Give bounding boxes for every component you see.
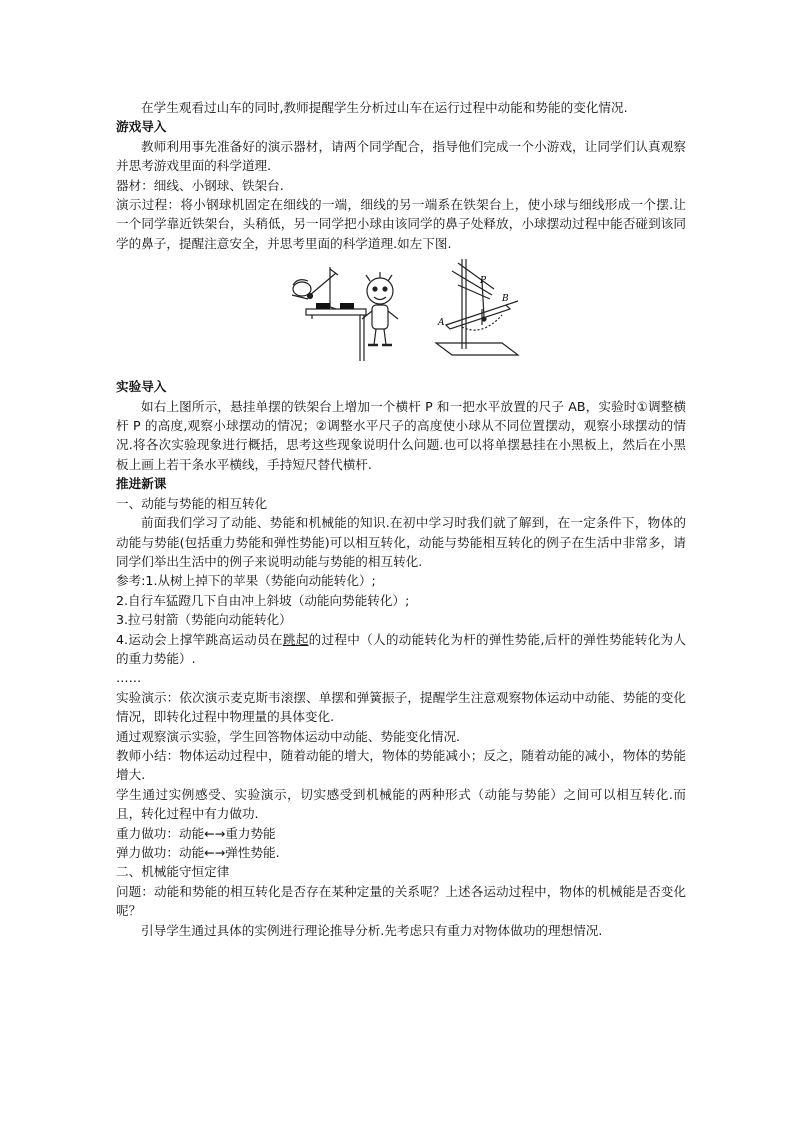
label-b: B [502,294,509,305]
students-paragraph: 学生通过实例感受、实验演示，切实感受到机械能的两种形式（动能与势能）之间可以相互转化.而且，转化过程中有力做功. [116,786,686,822]
gravity-line: 重力做功：动能←→重力势能 [116,825,276,841]
figure-illustration [116,255,686,371]
summary-paragraph: 教师小结：物体运动过程中，随着动能的增大，物体的势能减小；反之，随着动能的减小，物体的势能增大. [116,747,686,783]
reference-4 [116,630,686,669]
cartoon-child-illustration [356,255,406,367]
reference-1: 参考:1.从树上掉下的苹果（势能向动能转化）; [116,573,376,589]
observe-paragraph: 通过观察演示实验，学生回答物体运动中动能、势能变化情况. [116,728,461,744]
guide-paragraph: 引导学生通过具体的实例进行理论推导分析.先考虑只有重力对物体做功的理想情况. [141,922,603,938]
new-lesson-heading: 推进新课 [116,476,167,492]
document-page [116,98,686,940]
section-two-title: 二、机械能守恒定律 [116,864,230,880]
question-paragraph: 问题：动能和势能的相互转化是否存在某种定量的关系呢？上述各运动过程中，物体的机械能是否变化呢？ [116,883,686,919]
game-heading: 游戏导入 [116,119,167,135]
reference-4-underlined: 跳起 [282,631,309,647]
demo-paragraph: 实验演示：依次演示麦克斯韦滚摆、单摆和弹簧振子，提醒学生注意观察物体运动中动能、势能的变化情况，即转化过程中物理量的具体变化. [116,689,686,725]
stand-with-ruler-diagram [432,255,542,371]
reference-2: 2.自行车猛蹬几下自由冲上斜坡（动能向势能转化）; [116,592,410,608]
reference-4-end: 的过程中（人的动能转化为杆的弹性势能,后杆的弹性势能转化为人的重力势能）. [116,631,686,666]
process-paragraph: 演示过程：将小钢球机固定在细线的一端，细线的另一端系在铁架台上，使小球与细线形成一个摆.让一个同学靠近铁架台，头稍低，另一同学把小球由该同学的鼻子处释放，小球摆动过程中能否碰到该同学的鼻子，提醒注意安全，并思考里面的科学道理.如左下图. [116,197,686,251]
reference-4-start: 4.运动会上撑竿跳高运动员在 [116,631,283,647]
reference-3: 3.拉弓射箭（势能向动能转化） [116,612,292,628]
elastic-line: 弹力做功：动能←→弹性势能. [116,845,280,860]
intro-paragraph: 在学生观看过山车的同时,教师提醒学生分析过山车在运行过程中动能和势能的变化情况. [141,100,628,115]
ellipsis: …… [116,670,142,686]
section-one-paragraph: 前面我们学习了动能、势能和机械能的知识.在初中学习时我们就了解到，在一定条件下，物体的动能与势能(包括重力势能和弹性势能)可以相互转化，动能与势能相互转化的例子在生活中非常多，请同学们举出生活中的例子来说明动能与势能的相互转化. [116,515,686,569]
game-paragraph: 教师利用事先准备好的演示器材，请两个同学配合，指导他们完成一个小游戏，让同学们认真观察并思考游戏里面的科学道理. [116,138,686,174]
label-a: A [438,318,445,329]
experiment-paragraph: 如右上图所示，悬挂单摆的铁架台上增加一个横杆 P 和一把水平放置的尺子 AB，实验时①调整横杆 P 的高度,观察小球摆动的情况；②调整水平尺子的高度使小球从不同位置摆动，观察小球摆动的情况.将各次实验现象进行概括，思考这些现象说明什么问题.也可以将单摆悬挂在小黑板上，然后在小黑板上画上若干条水平横线，手持短尺替代横杆. [116,398,686,472]
section-one-title: 一、动能与势能的相互转化 [116,495,268,511]
label-p: P [480,276,487,287]
equipment-line: 器材：细线、小钢球、铁架台. [116,177,284,193]
experiment-heading: 实验导入 [116,379,167,395]
